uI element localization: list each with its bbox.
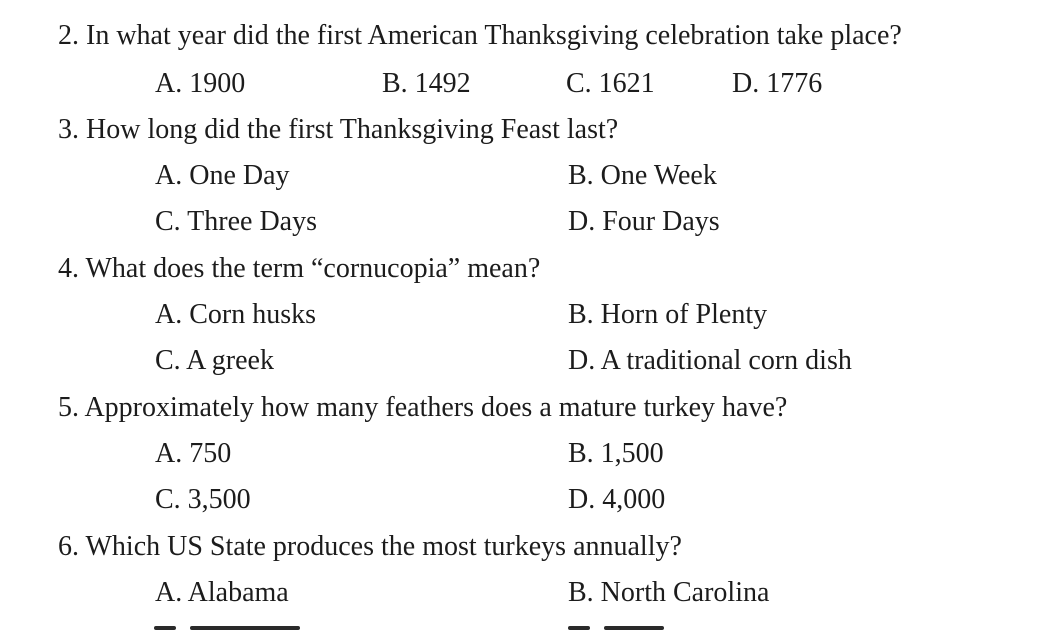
question-4: 4. What does the term “cornucopia” mean? xyxy=(58,253,541,284)
option-3d: D. Four Days xyxy=(568,206,720,237)
option-2a: A. 1900 xyxy=(155,68,246,99)
option-5c: C. 3,500 xyxy=(155,484,251,515)
question-2: 2. In what year did the first American Thanksgiving celebration take place? xyxy=(58,20,902,51)
option-6a: A. Alabama xyxy=(155,577,289,608)
cropped-fragment xyxy=(604,626,664,630)
option-5b: B. 1,500 xyxy=(568,438,664,469)
cropped-fragment xyxy=(568,626,590,630)
question-3: 3. How long did the first Thanksgiving Feast last? xyxy=(58,114,619,145)
option-5d: D. 4,000 xyxy=(568,484,666,515)
cropped-text-bottom xyxy=(0,620,1054,630)
option-6b: B. North Carolina xyxy=(568,577,770,608)
option-4d: D. A traditional corn dish xyxy=(568,345,852,376)
cropped-text-top xyxy=(0,0,1054,4)
question-5: 5. Approximately how many feathers does a mature turkey have? xyxy=(58,392,788,423)
option-4a: A. Corn husks xyxy=(155,299,317,330)
option-3c: C. Three Days xyxy=(155,206,317,237)
option-3b: B. One Week xyxy=(568,160,717,191)
question-6: 6. Which US State produces the most turkeys annually? xyxy=(58,531,682,562)
option-5a: A. 750 xyxy=(155,438,232,469)
option-3a: A. One Day xyxy=(155,160,290,191)
option-4b: B. Horn of Plenty xyxy=(568,299,768,330)
option-2d: D. 1776 xyxy=(732,68,823,99)
cropped-fragment xyxy=(154,626,176,630)
option-2c: C. 1621 xyxy=(566,68,655,99)
cropped-fragment xyxy=(190,626,300,630)
option-4c: C. A greek xyxy=(155,345,274,376)
option-2b: B. 1492 xyxy=(382,68,471,99)
